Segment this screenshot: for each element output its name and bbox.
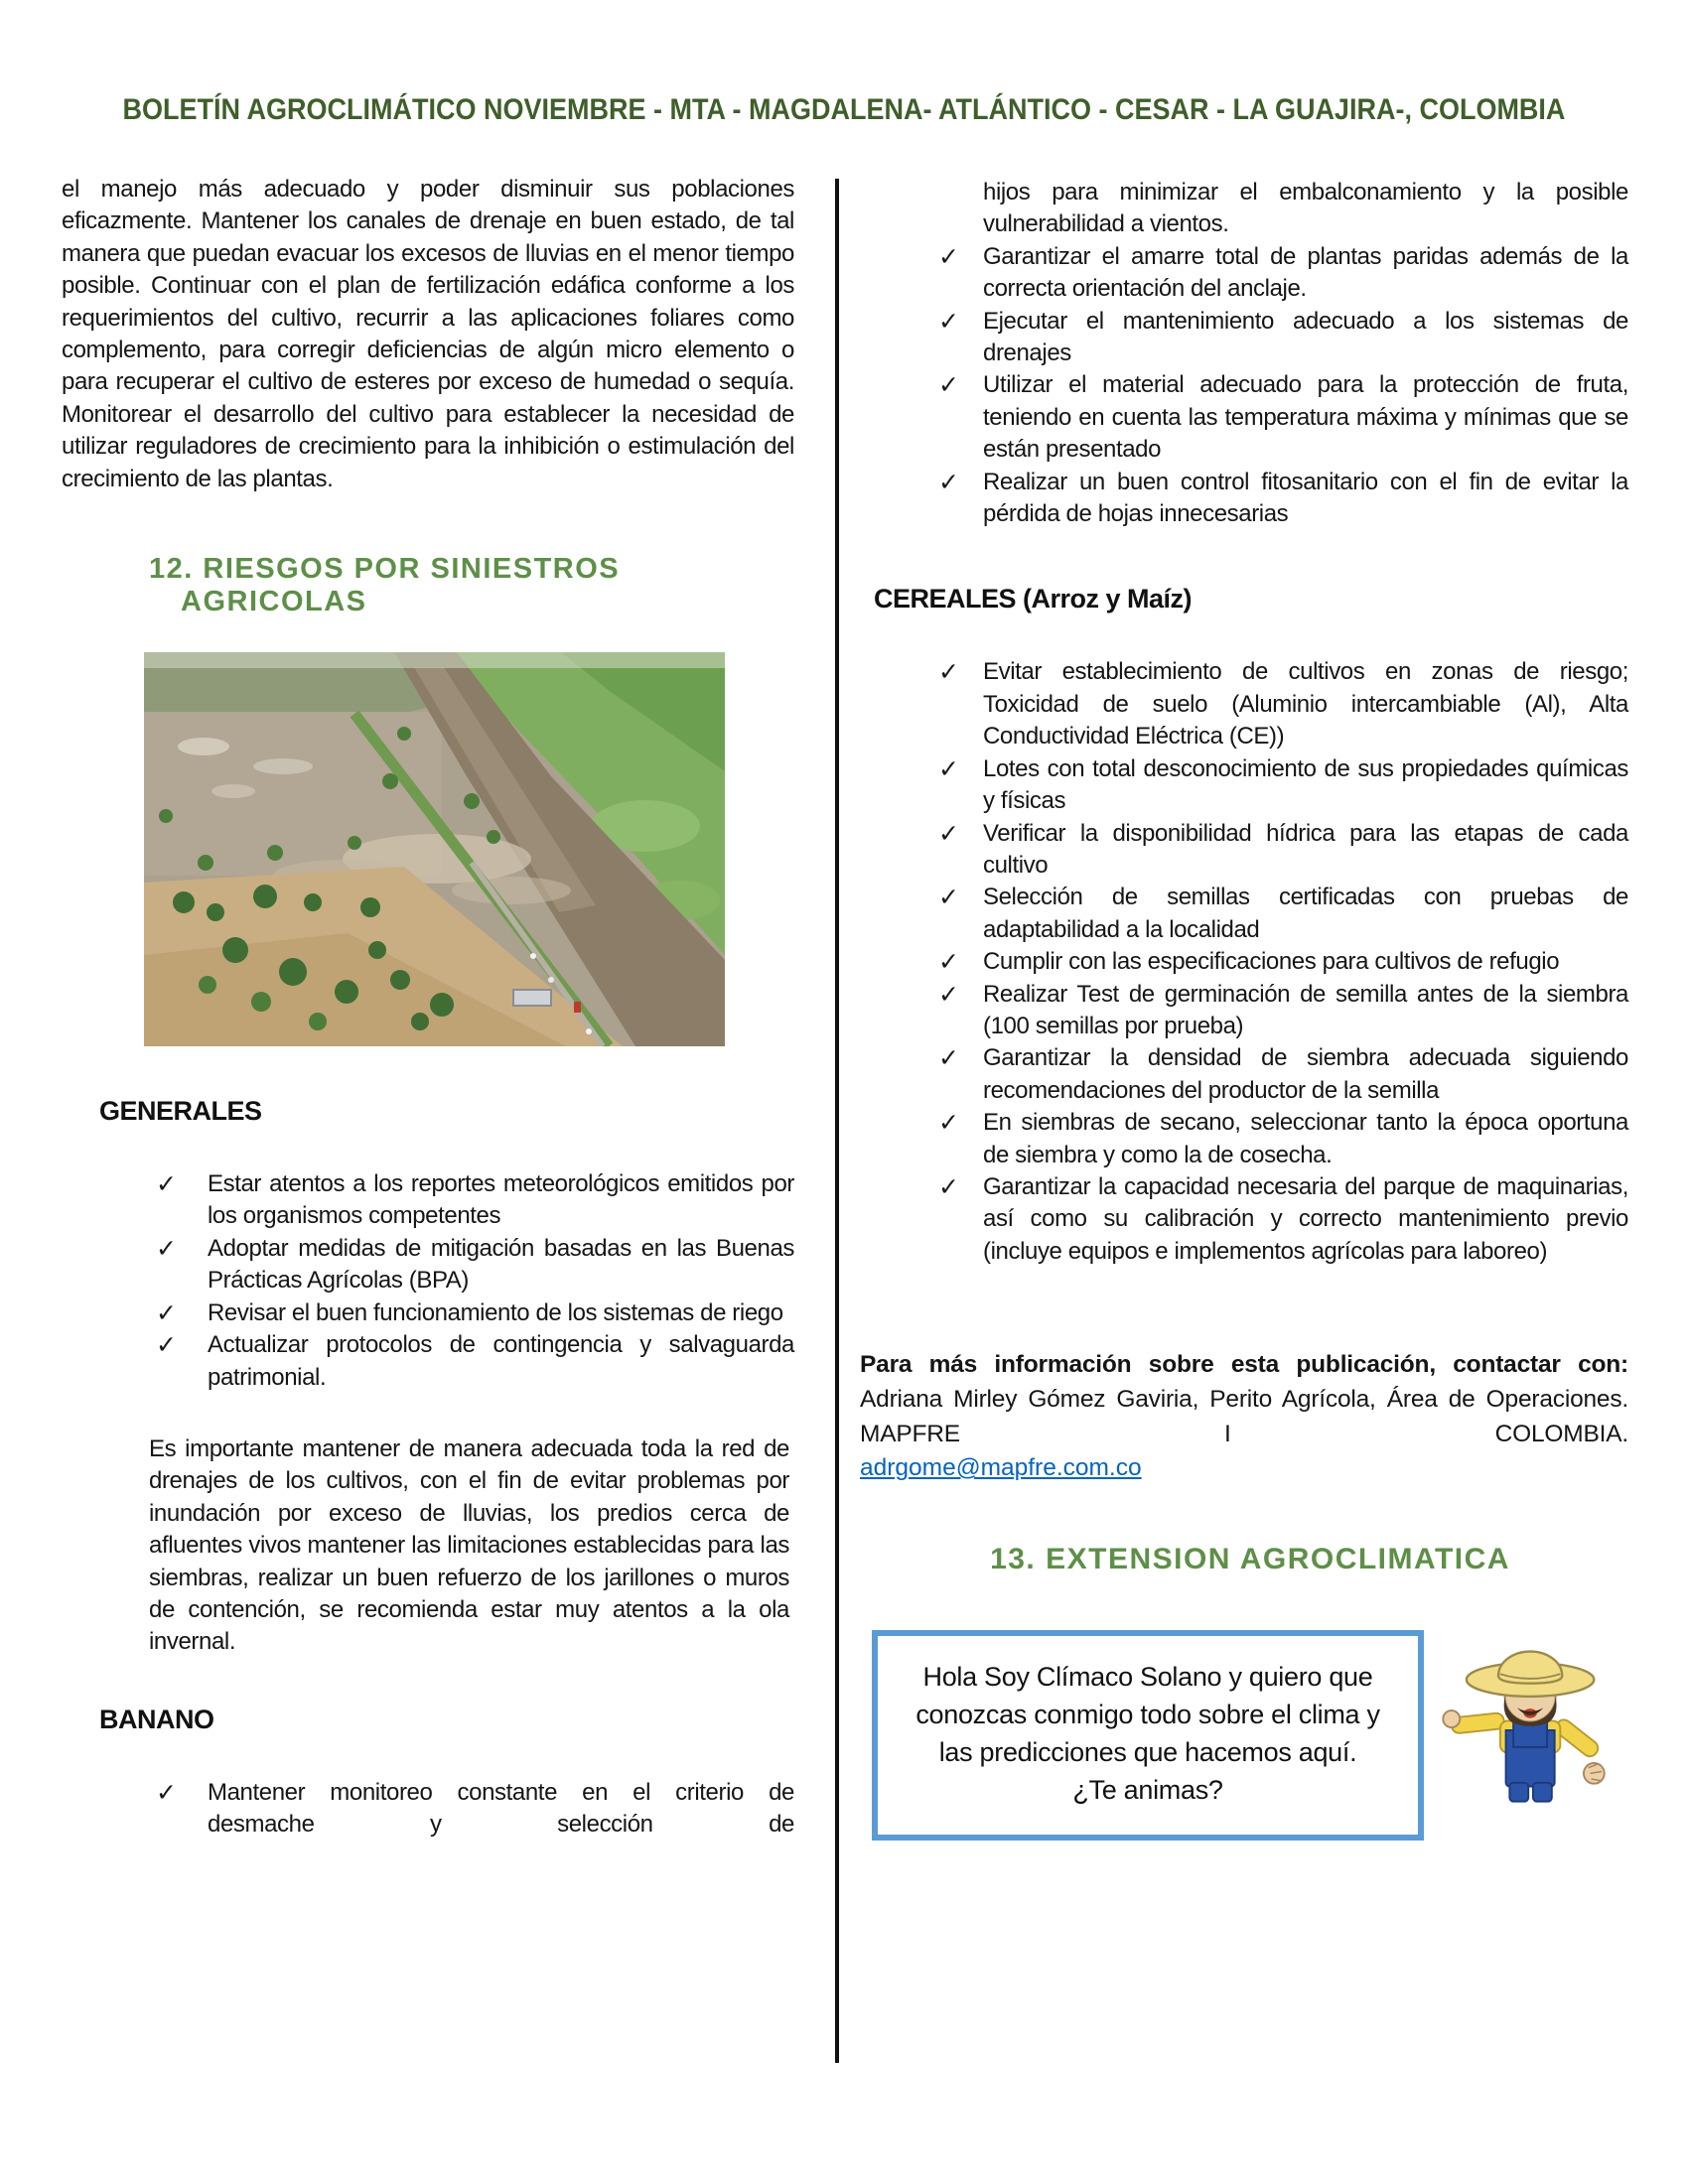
list-item (938, 369, 1628, 466)
drainage-paragraph: Es importante mantener de manera adecuada toda la red de drenajes de los cultivos, con el fin de evitar problemas por inundación por exceso de lluvias, los predios cerca de afluentes vivos mantener las limitaciones establecidas para las siembras, realizar un buen refuerzo de los jarillones o muros de contención, se recomienda estar muy atentos a la ola invernal. (149, 1434, 789, 1656)
list-item (938, 1107, 1628, 1171)
check-icon: ✓ (938, 1172, 959, 1201)
check-icon: ✓ (156, 1778, 177, 1807)
list-item (938, 467, 1628, 531)
section-13-heading: 13. EXTENSION AGROCLIMATICA (990, 1543, 1510, 1576)
farmer-mascot-illustration (1438, 1644, 1626, 1813)
list-item-text: Utilizar el material adecuado para la protección de fruta, teniendo en cuenta las temperatura máxima y mínimas que se están presentado (983, 371, 1628, 464)
check-icon: ✓ (938, 1109, 959, 1138)
intro-paragraph: el manejo más adecuado y poder disminuir sus poblaciones eficazmente. Mantener los canales de drenaje en buen estado, de tal manera que puedan evacuar los excesos de lluvias en el menor tiempo posible. Continuar con el plan de fertilización edáfica conforme a los requerimientos del cultivo, recurrir a las aplicaciones foliares como complemento, para corregir deficiencias de algún micro elemento o para recuperar el cultivo de esteres por exceso de humedad o sequía. Monitorear el desarrollo del cultivo para establecer la necesidad de utilizar reguladores de crecimiento para la inhibición o estimulación del crecimiento de las plantas. (62, 176, 794, 492)
list-item-text: Realizar Test de germinación de semilla antes de la siembra (100 semillas por prueba) (983, 980, 1628, 1039)
generales-list (62, 1168, 794, 1394)
contact-email-link[interactable]: adrgome@mapfre.com.co (860, 1454, 1142, 1482)
banano-list-right (872, 241, 1628, 531)
list-item (938, 979, 1628, 1043)
list-item (938, 753, 1628, 818)
list-item-text: Adoptar medidas de mitigación basadas en las Buenas Prácticas Agrícolas (BPA) (208, 1234, 794, 1295)
list-item-text: Lotes con total desconocimiento de sus propiedades químicas y físicas (983, 754, 1628, 815)
callout-line: ¿Te animas? (1072, 1775, 1223, 1806)
list-item-text: Garantizar la capacidad necesaria del parque de maquinarias, así como su calibración y correcto mantenimiento previo (incluye equipos e implementos agrícolas para laboreo) (983, 1172, 1628, 1265)
check-icon: ✓ (938, 948, 959, 977)
list-item-text: Revisar el buen funcionamiento de los sistemas de riego (208, 1298, 783, 1326)
banano-continuation-text: hijos para minimizar el embalconamiento y la posible vulnerabilidad a vientos. (983, 179, 1628, 238)
banano-list-left (62, 1777, 794, 1842)
list-item (156, 1233, 794, 1297)
check-icon: ✓ (938, 884, 959, 912)
list-item (938, 306, 1628, 370)
check-icon: ✓ (156, 1234, 177, 1263)
list-item-text: Verificar la disponibilidad hídrica para las etapas de cada cultivo (983, 819, 1628, 879)
list-item-text: Estar atentos a los reportes meteorológicos emitidos por los organismos competentes (208, 1170, 794, 1230)
list-item (938, 1171, 1628, 1268)
list-item (938, 818, 1628, 883)
check-icon: ✓ (156, 1298, 177, 1327)
check-icon: ✓ (938, 1044, 959, 1073)
flood-aerial-photo (144, 652, 725, 1046)
check-icon: ✓ (156, 1331, 177, 1360)
contact-bold-text: Para más información sobre esta publicación, contactar con: (860, 1351, 1628, 1379)
cereales-heading: CEREALES (Arroz y Maíz) (874, 584, 1193, 614)
list-item-text: Mantener monitoreo constante en el criterio de desmache y selección de (208, 1778, 794, 1839)
check-icon: ✓ (938, 468, 959, 496)
section-12-heading (149, 553, 794, 618)
list-item (938, 1042, 1628, 1107)
section-12-line1: 12. RIESGOS POR SINIESTROS (149, 553, 621, 586)
check-icon: ✓ (938, 242, 959, 271)
banano-heading: BANANO (99, 1704, 214, 1734)
contact-regular-text: Adriana Mirley Gómez Gaviria, Perito Agrícola, Área de Operaciones. MAPFRE I COLOMBIA. (860, 1386, 1628, 1448)
list-item (938, 946, 1628, 978)
callout-box (872, 1630, 1424, 1841)
check-icon: ✓ (938, 307, 959, 336)
list-item-text: En siembras de secano, seleccionar tanto la época oportuna de siembra y como la de cosecha. (983, 1109, 1628, 1168)
page-title: BOLETÍN AGROCLIMÁTICO NOVIEMBRE - MTA - MAGDALENA- ATLÁNTICO - CESAR - LA GUAJIRA-, COLOMBIA (122, 93, 1566, 126)
right-column (860, 177, 1628, 1841)
check-icon: ✓ (938, 819, 959, 848)
cereales-list (872, 656, 1628, 1268)
list-item (156, 1168, 794, 1233)
list-item (938, 882, 1628, 946)
list-item (938, 241, 1628, 306)
list-item-text: Actualizar protocolos de contingencia y salvaguarda patrimonial. (208, 1331, 794, 1391)
callout-line: Hola Soy Clímaco Solano y quiero que (922, 1662, 1373, 1693)
list-item-text: Cumplir con las especificaciones para cultivos de refugio (983, 948, 1560, 976)
list-item-text: Garantizar el amarre total de plantas paridas además de la correcta orientación del anclaje. (983, 242, 1628, 303)
check-icon: ✓ (156, 1170, 177, 1199)
section-12-line2: AGRICOLAS (181, 586, 367, 618)
list-item-text: Evitar establecimiento de cultivos en zonas de riesgo; Toxicidad de suelo (Aluminio intercambiable (Al), Alta Conductividad Eléctrica (CE)) (983, 658, 1628, 751)
list-item-text: Garantizar la densidad de siembra adecuada siguiendo recomendaciones del productor de la semilla (983, 1044, 1628, 1104)
check-icon: ✓ (938, 980, 959, 1009)
mascot-callout (872, 1630, 1628, 1841)
check-icon: ✓ (938, 754, 959, 783)
check-icon: ✓ (938, 658, 959, 687)
callout-line: conozcas conmigo todo sobre el clima y (915, 1700, 1380, 1730)
list-item-text: Realizar un buen control fitosanitario con el fin de evitar la pérdida de hojas innecesarias (983, 468, 1628, 528)
callout-line: las predicciones que hacemos aquí. (938, 1737, 1357, 1768)
list-item (938, 656, 1628, 752)
column-divider (835, 179, 839, 2063)
list-item-text: Selección de semillas certificadas con pruebas de adaptabilidad a la localidad (983, 884, 1628, 943)
list-item-text: Ejecutar el mantenimiento adecuado a los sistemas de drenajes (983, 307, 1628, 367)
list-item (156, 1329, 794, 1394)
left-column (62, 174, 794, 1842)
contact-paragraph (860, 1347, 1628, 1451)
generales-heading: GENERALES (99, 1096, 262, 1127)
list-item (156, 1297, 794, 1329)
check-icon: ✓ (938, 371, 959, 400)
list-item (156, 1777, 794, 1842)
